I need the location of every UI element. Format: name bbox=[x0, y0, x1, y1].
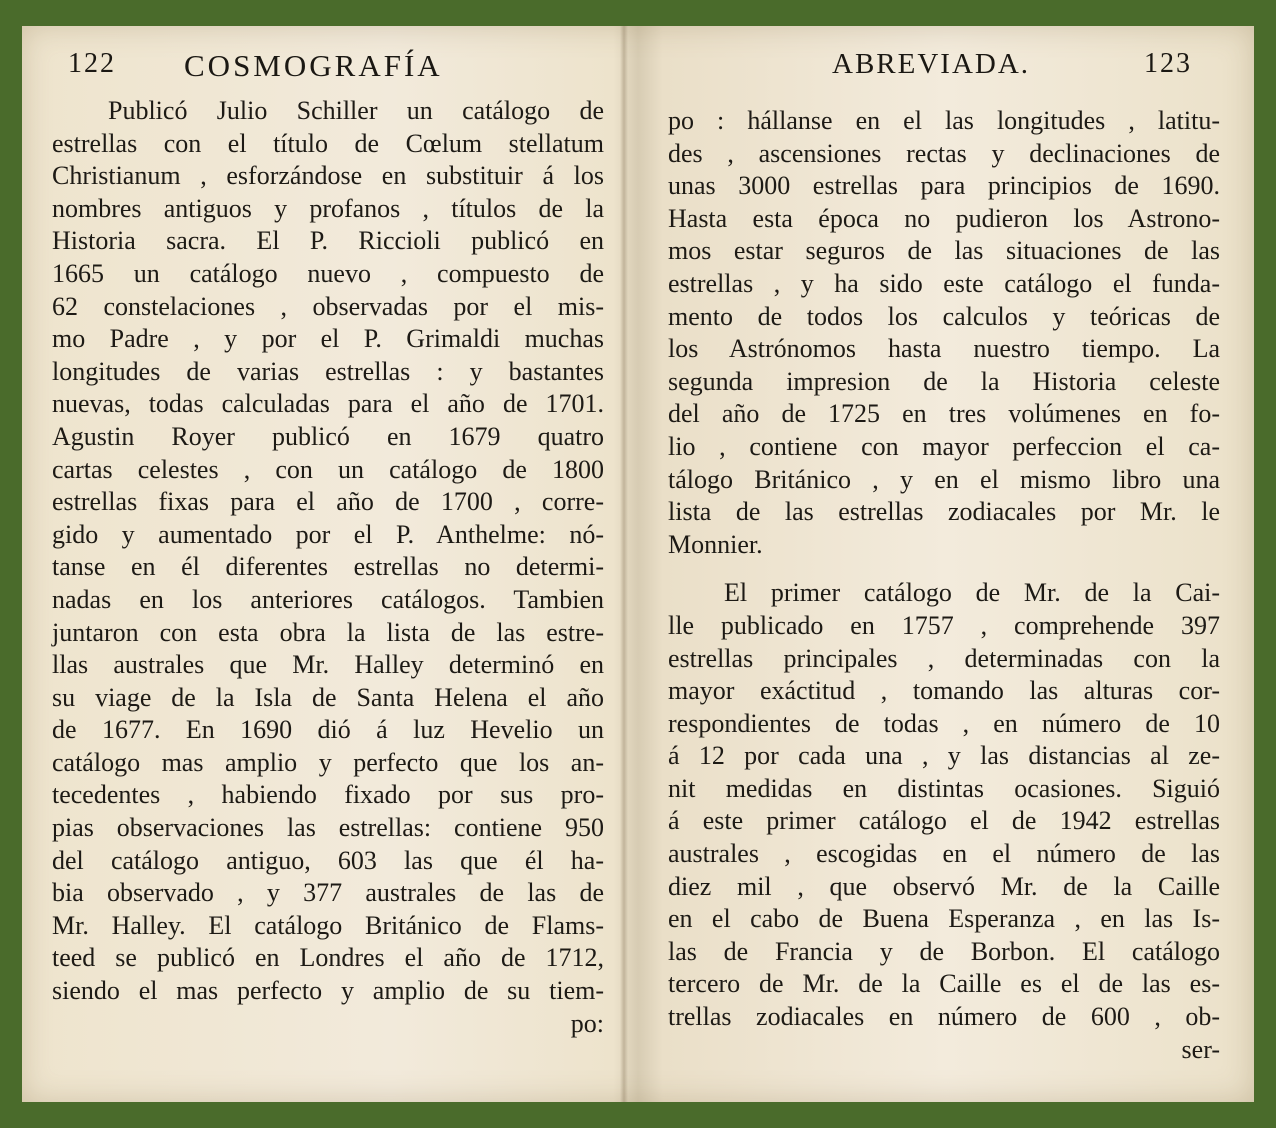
text-line: respondientes de todas , en número de 10 bbox=[668, 708, 1220, 738]
text-line: su viage de la Isla de Santa Helena el año bbox=[52, 682, 604, 712]
text-line: tálogo Británico , y en el mismo libro una bbox=[668, 464, 1220, 494]
text-line: nuevas, todas calculadas para el año de 1701. bbox=[52, 389, 604, 419]
text-line: lle publicado en 1757 , comprehende 397 bbox=[668, 610, 1220, 640]
text-line: estrellas , y ha sido este catálogo el funda- bbox=[668, 268, 1220, 298]
text-line: Mr. Halley. El catálogo Británico de Flams- bbox=[52, 910, 604, 940]
open-book bbox=[22, 26, 1254, 1102]
text-line: los Astrónomos hasta nuestro tiempo. La bbox=[668, 334, 1220, 364]
text-line: siendo el mas perfecto y amplio de su tiem- bbox=[52, 976, 604, 1006]
text-line: en el cabo de Buena Esperanza , en las Is- bbox=[668, 904, 1220, 934]
text-line: australes , escogidas en el número de las bbox=[668, 839, 1220, 869]
text-line: tercero de Mr. de la Caille es el de las es- bbox=[668, 969, 1220, 999]
text-line: teed se publicó en Londres el año de 1712, bbox=[52, 943, 604, 973]
text-line: á este primer catálogo el de 1942 estrellas bbox=[668, 806, 1220, 836]
text-line: 1665 un catálogo nuevo , compuesto de bbox=[52, 258, 604, 288]
text-line: des , ascensiones rectas y declinaciones de bbox=[668, 138, 1220, 168]
text-line: po : hállanse en el las longitudes , latitu- bbox=[668, 106, 1220, 135]
text-line: á 12 por cada una , y las distancias al ze- bbox=[668, 741, 1220, 771]
text-line: mayor exáctitud , tomando las alturas cor- bbox=[668, 676, 1220, 706]
text-line: Historia sacra. El P. Riccioli publicó en bbox=[52, 226, 604, 256]
catchword: po: bbox=[570, 1008, 604, 1038]
text-line: estrellas principales , determinadas con la bbox=[668, 643, 1220, 673]
catchword: ser- bbox=[1181, 1034, 1220, 1064]
text-line: unas 3000 estrellas para principios de 1690. bbox=[668, 171, 1220, 201]
text-line: pias observaciones las estrellas: contiene 950 bbox=[52, 813, 604, 843]
body-text bbox=[668, 105, 1220, 1066]
text-line: catálogo mas amplio y perfecto que los an- bbox=[52, 747, 604, 777]
text-line: Hasta esta época no pudieron los Astrono- bbox=[668, 203, 1220, 233]
text-line: mento de todos los calculos y teóricas de bbox=[668, 301, 1220, 331]
text-line: del año de 1725 en tres volúmenes en fo- bbox=[668, 399, 1220, 429]
page-number: 122 bbox=[68, 48, 116, 79]
text-line: tecedentes , habiendo fixado por sus pro- bbox=[52, 780, 604, 810]
text-line: Monnier. bbox=[668, 529, 763, 559]
text-line: lista de las estrellas zodiacales por Mr. le bbox=[668, 497, 1220, 527]
text-line: mos estar seguros de las situaciones de las bbox=[668, 236, 1220, 266]
text-line: de 1677. En 1690 dió á luz Hevelio un bbox=[52, 715, 604, 745]
text-line: nombres antiguos y profanos , títulos de la bbox=[52, 193, 604, 223]
text-line: El primer catálogo de Mr. de la Cai- bbox=[724, 578, 1220, 608]
text-line: juntaron con esta obra la lista de las estre- bbox=[52, 617, 604, 647]
text-line: cartas celestes , con un catálogo de 1800 bbox=[52, 454, 604, 484]
text-line: del catálogo antiguo, 603 las que él ha- bbox=[52, 845, 604, 875]
text-line: lio , contiene con mayor perfeccion el ca- bbox=[668, 431, 1220, 461]
running-head: COSMOGRAFÍA bbox=[184, 48, 443, 83]
paragraph-gap bbox=[668, 561, 1220, 577]
text-line: gido y aumentado por el P. Anthelme: nó- bbox=[52, 519, 604, 549]
text-line: 62 constelaciones , observadas por el mis- bbox=[52, 291, 604, 321]
text-line: nadas en los anteriores catálogos. Tambien bbox=[52, 584, 604, 614]
left-page bbox=[22, 26, 620, 1102]
text-line: tanse en él diferentes estrellas no determi- bbox=[52, 552, 604, 582]
body-text bbox=[52, 95, 604, 1040]
text-line: Agustin Royer publicó en 1679 quatro bbox=[52, 421, 604, 451]
text-line: llas australes que Mr. Halley determinó en bbox=[52, 650, 604, 680]
text-line: segunda impresion de la Historia celeste bbox=[668, 366, 1220, 396]
text-line: trellas zodiacales en número de 600 , ob- bbox=[668, 1002, 1220, 1032]
text-line: diez mil , que observó Mr. de la Caille bbox=[668, 871, 1220, 901]
text-line: nit medidas en distintas ocasiones. Siguió bbox=[668, 773, 1220, 803]
text-line: estrellas fixas para el año de 1700 , corre- bbox=[52, 487, 604, 517]
text-line: mo Padre , y por el P. Grimaldi muchas bbox=[52, 324, 604, 354]
text-line: las de Francia y de Borbon. El catálogo bbox=[668, 936, 1220, 966]
running-head: ABREVIADA. bbox=[832, 48, 1031, 80]
text-line: Publicó Julio Schiller un catálogo de bbox=[108, 96, 604, 125]
right-page bbox=[628, 26, 1254, 1102]
text-line: bia observado , y 377 australes de las de bbox=[52, 878, 604, 908]
text-line: Christianum , esforzándose en substituir á los bbox=[52, 161, 604, 191]
text-line: estrellas con el título de Cœlum stellatum bbox=[52, 128, 604, 158]
book-gutter bbox=[620, 26, 628, 1102]
page-number: 123 bbox=[1144, 48, 1192, 79]
text-line: longitudes de varias estrellas : y bastantes bbox=[52, 356, 604, 386]
